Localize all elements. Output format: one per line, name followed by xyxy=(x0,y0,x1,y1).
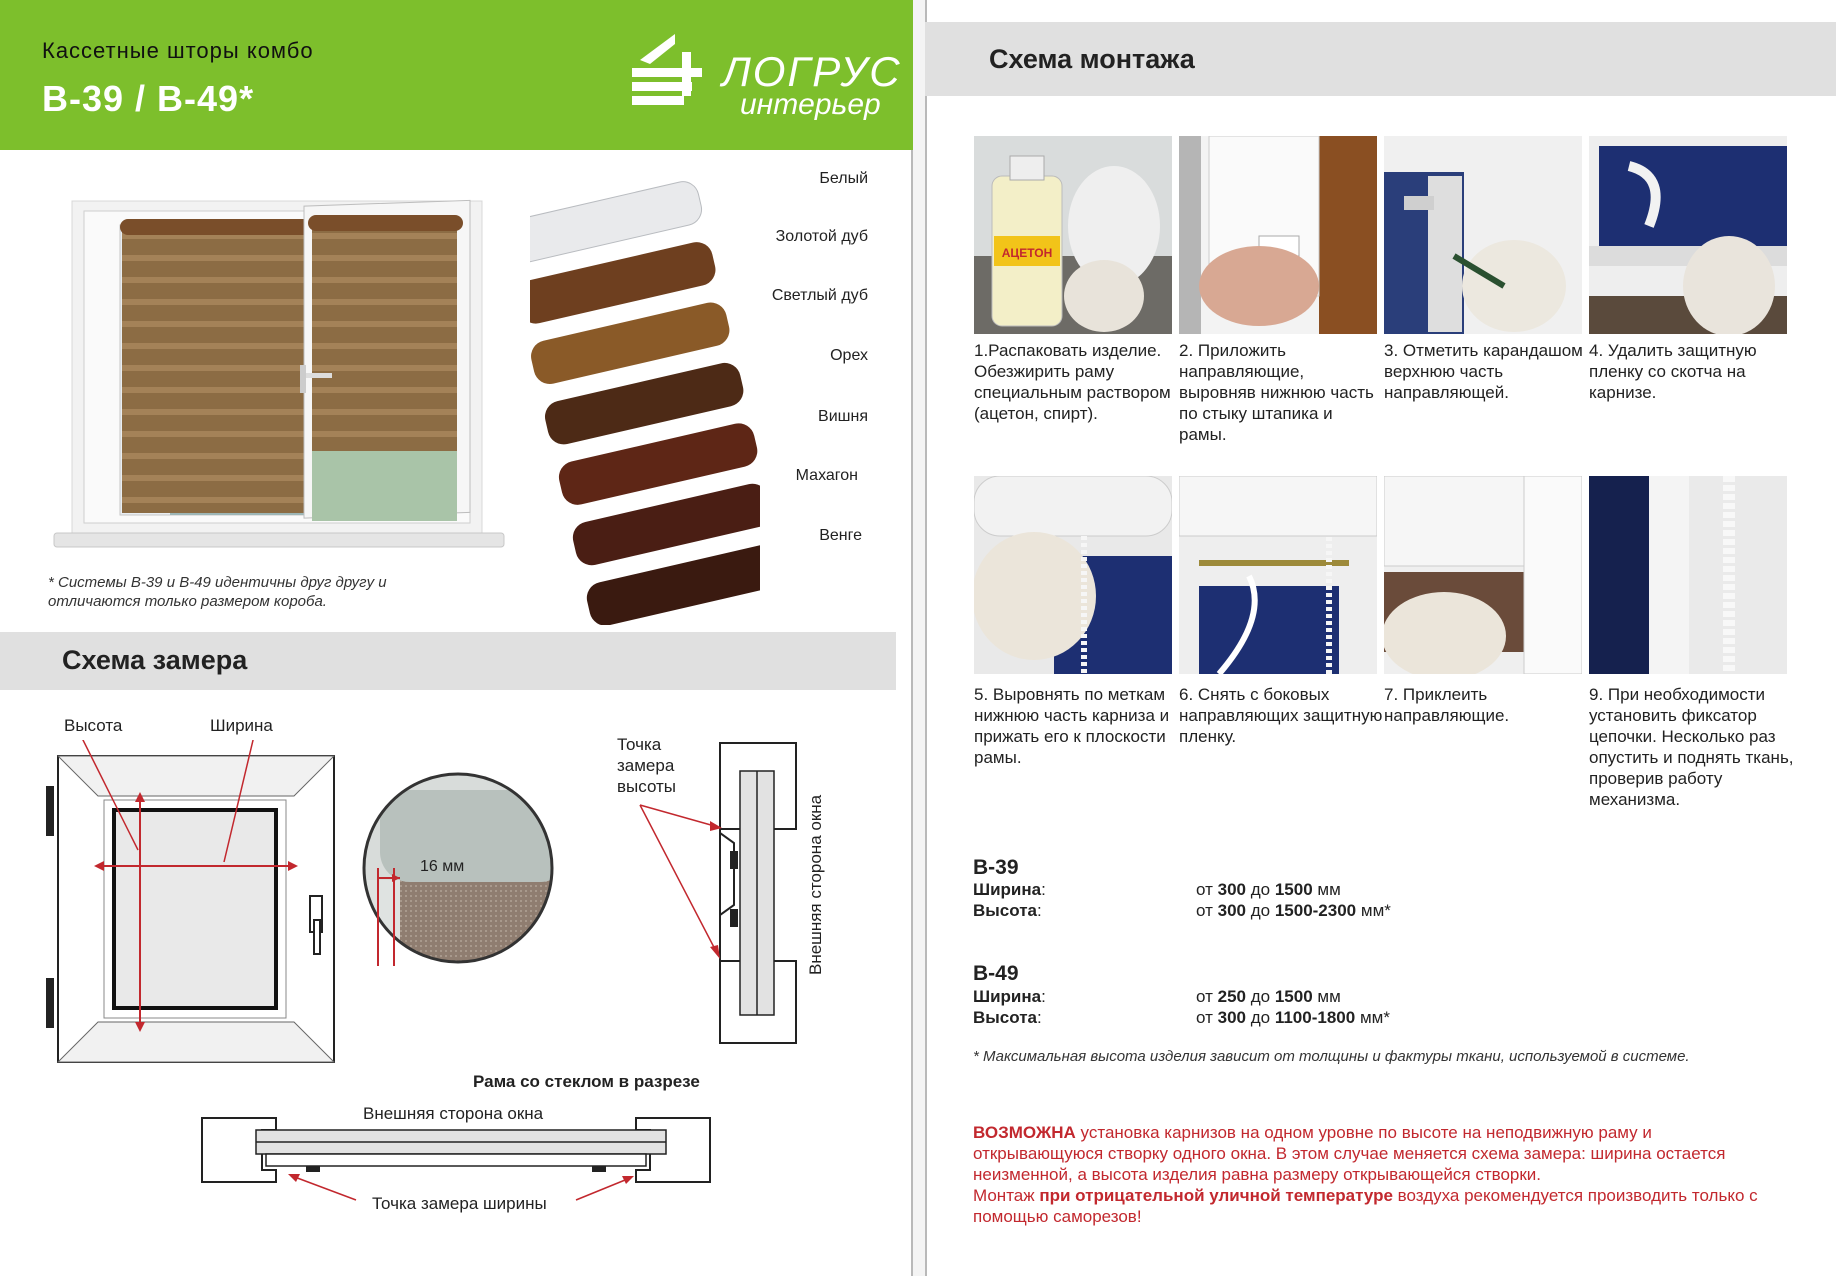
measure-section-title: Схема замера xyxy=(62,645,248,675)
step-photo-1 xyxy=(974,136,1172,334)
swatch-label-7: Венге xyxy=(819,527,862,544)
product-header xyxy=(0,0,913,150)
step-caption-5: 5. Выровнять по меткам нижнюю часть карниза и прижать его к плоскости рамы. xyxy=(974,685,1170,767)
page-gutter xyxy=(913,0,925,1276)
width-label: Ширина xyxy=(210,716,273,735)
spec-b39-height-label: Высота: xyxy=(973,901,1042,920)
height-label: Высота xyxy=(64,716,123,735)
step-caption-7: 7. Приклеить направляющие. xyxy=(1384,685,1510,725)
step-photo-5 xyxy=(974,476,1172,674)
swatch-label-3: Светлый дуб xyxy=(771,287,868,304)
outer-side-label: Внешняя сторона окна xyxy=(363,1104,544,1123)
step-photo-2 xyxy=(1179,136,1377,334)
step-caption-2: 2. Приложить направляющие, выровняв нижнюю часть по стыку штапика и рамы. xyxy=(1179,341,1374,444)
swatch-label-1: Белый xyxy=(819,170,868,187)
spec-model-b49: В-49 xyxy=(973,962,1019,985)
window-front-diagram xyxy=(44,740,349,1070)
step-caption-8: 9. При необходимости установить фиксатор цепочки. Несколько раз опустить и поднять ткань, проверив работу механизма. xyxy=(1589,685,1794,809)
swatch-label-4: Орех xyxy=(830,347,868,364)
step-photo-8 xyxy=(1589,476,1787,674)
width-point-label: Точка замера ширины xyxy=(372,1194,547,1213)
window-with-blinds-illustration xyxy=(50,195,510,555)
product-models: В-39 / В-49* xyxy=(42,78,255,119)
logo-subtitle: интерьер xyxy=(740,88,881,121)
color-swatches xyxy=(530,155,760,625)
systems-footnote: * Системы В-39 и В-49 идентичны друг другу и отличаются только размером короба. xyxy=(48,574,387,610)
swatch-label-6: Махагон xyxy=(795,467,858,484)
step-photo-7 xyxy=(1384,476,1582,674)
step-caption-6: 6. Снять с боковых направляющих защитную пленку. xyxy=(1179,685,1383,746)
mount-section-title: Схема монтажа xyxy=(989,44,1195,74)
step-caption-4: 4. Удалить защитную пленку со скотча на карнизе. xyxy=(1589,341,1757,402)
spec-b49-width-label: Ширина: xyxy=(973,987,1046,1006)
logo-house-icon xyxy=(630,30,720,120)
acetone-label: АЦЕТОН xyxy=(1001,246,1053,260)
step-photo-6 xyxy=(1179,476,1377,674)
spec-b49-height-value: от 300 до 1100-1800 мм* xyxy=(1196,1008,1390,1027)
horizontal-section-diagram xyxy=(196,1112,716,1204)
height-point-label: Точка замера высоты xyxy=(617,735,677,796)
brand-logo xyxy=(630,30,902,130)
spec-b39-width-label: Ширина: xyxy=(973,880,1046,899)
max-height-footnote: * Максимальная высота изделия зависит от толщины и фактуры ткани, используемой в системе. xyxy=(973,1048,1690,1065)
product-subtitle: Кассетные шторы комбо xyxy=(42,38,314,63)
spec-b49-width-value: от 250 до 1500 мм xyxy=(1196,987,1341,1006)
spec-b39-width-value: от 300 до 1500 мм xyxy=(1196,880,1341,899)
spec-b39-height-value: от 300 до 1500-2300 мм* xyxy=(1196,901,1391,920)
installation-warning: ВОЗМОЖНА установка карнизов на одном уровне по высоте на неподвижную раму и открывающуюся створку одного окна. В этом случае меняется схема замера: ширина остается неизменной, а высота изделия равна размеру открывающейся створки. Монтаж при отрицательной уличной температуре воздуха рекомендуется производить только с помощью саморезов! xyxy=(973,1123,1758,1226)
step-photo-4 xyxy=(1589,136,1787,334)
spec-model-b39: В-39 xyxy=(973,856,1019,879)
vertical-section-diagram xyxy=(600,735,810,1055)
outer-side-vertical-label: Внешняя сторона окна xyxy=(806,794,825,975)
swatch-label-5: Вишня xyxy=(818,408,868,425)
step-caption-3: 3. Отметить карандашом верхнюю часть направляющей. xyxy=(1384,341,1583,402)
dim-16mm-label: 16 мм xyxy=(420,858,465,875)
logo-name: ЛОГРУС xyxy=(722,48,902,95)
frame-section-title: Рама со стеклом в разрезе xyxy=(473,1072,700,1091)
step-photo-3 xyxy=(1384,136,1582,334)
swatch-label-2: Золотой дуб xyxy=(775,228,868,245)
spec-b49-height-label: Высота: xyxy=(973,1008,1042,1027)
step-caption-1: 1.Распаковать изделие. Обезжирить раму специальным раствором (ацетон, спирт). xyxy=(974,341,1171,423)
